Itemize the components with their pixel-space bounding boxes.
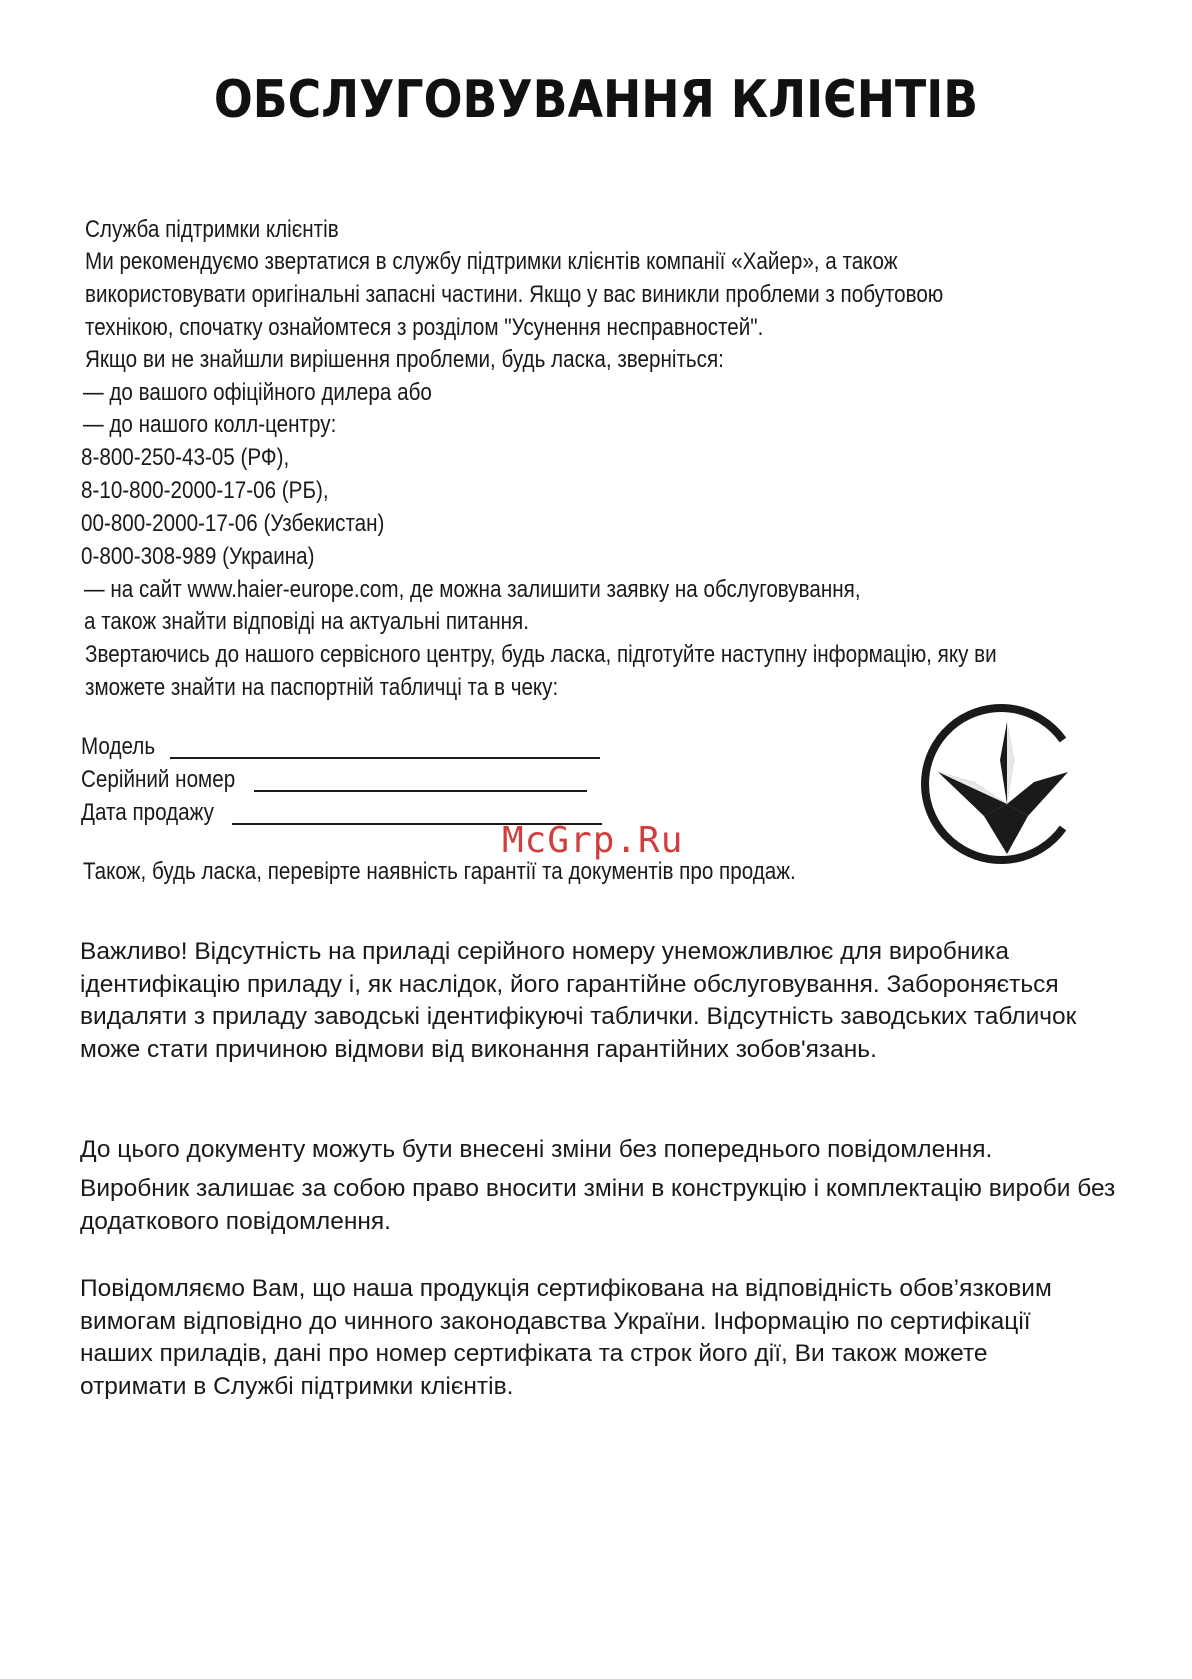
- support-line: Ми рекомендуємо звертатися в службу підтримки клієнтів компанії «Хайер», а також: [85, 248, 898, 275]
- watermark: McGrp.Ru: [502, 820, 684, 861]
- support-line: технікою, спочатку ознайомтеся з розділом "Усунення несправностей".: [85, 314, 764, 341]
- model-blank-line: [170, 757, 600, 759]
- certification-text: Повідомляємо Вам, що наша продукція сертифікована на відповідність обов’язковим вимогам відповідно до чинного законодавства України. Інформацію по сертифікації наших приладів, дані про номер сертифіката та строк його дії, Ви також можете отримати в Службі підтримки клієнтів.: [80, 1275, 1052, 1400]
- model-label: Модель: [81, 733, 156, 760]
- support-line: Якщо ви не знайшли вирішення проблеми, будь ласка, зверніться:: [85, 346, 724, 373]
- support-line: — до нашого колл-центру:: [83, 411, 337, 438]
- support-line: а також знайти відповіді на актуальні питання.: [84, 608, 529, 635]
- changes-text: До цього документу можуть бути внесені зміни без попереднього повідомлення.: [80, 1136, 993, 1163]
- support-line: використовувати оригінальні запасні частини. Якщо у вас виникли проблеми з побутовою: [85, 281, 944, 308]
- date-label: Дата продажу: [81, 799, 215, 826]
- important-text: Важливо! Відсутність на приладі серійного номеру унеможливлює для виробника ідентифікацію приладу і, як наслідок, його гарантійне обслуговування. Забороняється видаляти з приладу заводські ідентифікуючі таблички. Відсутність заводських табличок може стати причиною відмови від виконання гарантійних зобов'язань.: [80, 938, 1077, 1063]
- phone-number: 8-800-250-43-05 (РФ),: [81, 444, 290, 471]
- support-line: Звертаючись до нашого сервісного центру, будь ласка, підготуйте наступну інформацію, яку ви: [85, 641, 997, 668]
- support-line: зможете знайти на паспортній табличці та в чеку:: [85, 674, 559, 701]
- page-title: ОБСЛУГОВУВАННЯ КЛІЄНТІВ: [213, 70, 979, 130]
- ukrainian-conformity-mark-icon: [916, 700, 1076, 870]
- website-line: — на сайт www.haier-europe.com, де можна залишити заявку на обслуговування,: [84, 576, 861, 603]
- phone-number: 0-800-308-989 (Украина): [81, 543, 315, 570]
- support-line: — до вашого офіційного дилера або: [83, 379, 432, 406]
- manufacturer-rights-text: Виробник залишає за собою право вносити зміни в конструкцію і комплектацію вироби без додаткового повідомлення.: [80, 1175, 1116, 1235]
- certification-notice: [80, 1273, 1090, 1403]
- changes-notice: [80, 1134, 1160, 1167]
- also-check-note: Також, будь ласка, перевірте наявність гарантії та документів про продаж.: [83, 858, 796, 885]
- serial-blank-line: [254, 790, 587, 792]
- phone-number: 00-800-2000-17-06 (Узбекистан): [81, 510, 385, 537]
- manufacturer-rights: [80, 1173, 1130, 1238]
- important-notice: [80, 936, 1130, 1066]
- support-heading: Служба підтримки клієнтів: [85, 216, 339, 243]
- phone-number: 8-10-800-2000-17-06 (РБ),: [81, 477, 329, 504]
- serial-label: Серійний номер: [81, 766, 236, 793]
